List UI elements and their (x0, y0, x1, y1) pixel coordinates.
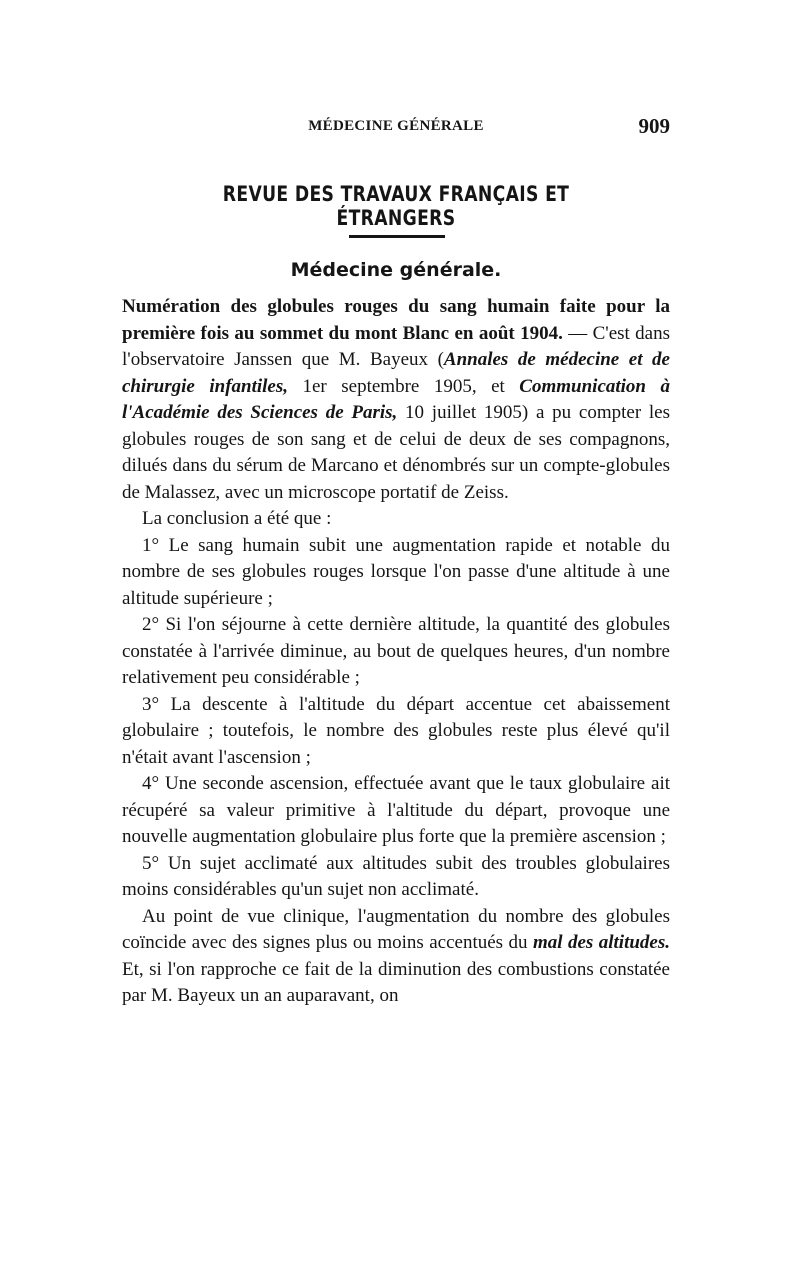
article-body (122, 294, 670, 1010)
title-rule (349, 235, 445, 238)
section-title: REVUE DES TRAVAUX FRANÇAIS ET ÉTRANGERS (222, 182, 570, 230)
mal-des-altitudes-term: mal des altitudes. (532, 932, 670, 953)
intro-text-b: 1er septembre 1905, et (288, 375, 520, 397)
closing-text-a: Au point de vue clinique, l'augmentation du nombre des globules coïncide avec des signes plus ou moins accentués du (122, 905, 670, 953)
subsection-title: Médecine générale. (290, 259, 502, 281)
running-title: MÉDECINE GÉNÉRALE (308, 118, 484, 134)
article-dash: — (562, 322, 593, 344)
article-title: Numération des globules rouges du sang humain faite pour la première fois au sommet du mont Blanc en août 1904. (122, 296, 670, 344)
journal-reference-1: Annales de médecine et de chirurgie infantiles, (122, 349, 670, 397)
journal-reference-2: Communication à l'Académie des Sciences de Paris, (122, 375, 670, 423)
conclusion-point-1: 1° Le sang humain subit une augmentation rapide et notable du nombre de ses globules rouges lorsque l'on passe d'une altitude à une altitude supérieure ; (122, 534, 670, 609)
clinical-paragraph (122, 904, 670, 1010)
conclusion-point-3: 3° La descente à l'altitude du départ accentue cet abaissement globulaire ; toutefois, le nombre des globules reste plus élevé qu'il n'était avant l'ascension ; (122, 693, 670, 768)
article-intro-paragraph (122, 294, 670, 506)
conclusion-point-2: 2° Si l'on séjourne à cette dernière altitude, la quantité des globules constatée à l'arrivée diminue, au bout de quelques heures, d'un nombre relativement peu considérable ; (122, 614, 670, 688)
conclusion-intro: La conclusion a été que : (142, 508, 332, 529)
conclusion-point-4: 4° Une seconde ascension, effectuée avant que le taux globulaire ait récupéré sa valeur primitive à l'altitude du départ, provoque une nouvelle augmentation globulaire plus forte que la première ascension ; (122, 773, 670, 847)
page-header (122, 114, 670, 144)
intro-text-c: 10 juillet 1905) a pu compter les globules rouges de son sang et de celui de deux de ses compagnons, dilués dans du sérum de Marcano et dénombrés sur un compte-globules de Malassez, avec un microscope portatif de Zeiss. (122, 402, 670, 503)
intro-text-a: C'est dans l'observatoire Janssen que M. Bayeux ( (122, 322, 670, 370)
closing-text-b: Et, si l'on rapproche ce fait de la diminution des combustions constatée par M. Bayeux un an auparavant, on (122, 958, 670, 1006)
conclusion-point-5: 5° Un sujet acclimaté aux altitudes subit des troubles globulaires moins considérables qu'un sujet non acclimaté. (122, 852, 670, 900)
page-number: 909 (638, 114, 670, 138)
